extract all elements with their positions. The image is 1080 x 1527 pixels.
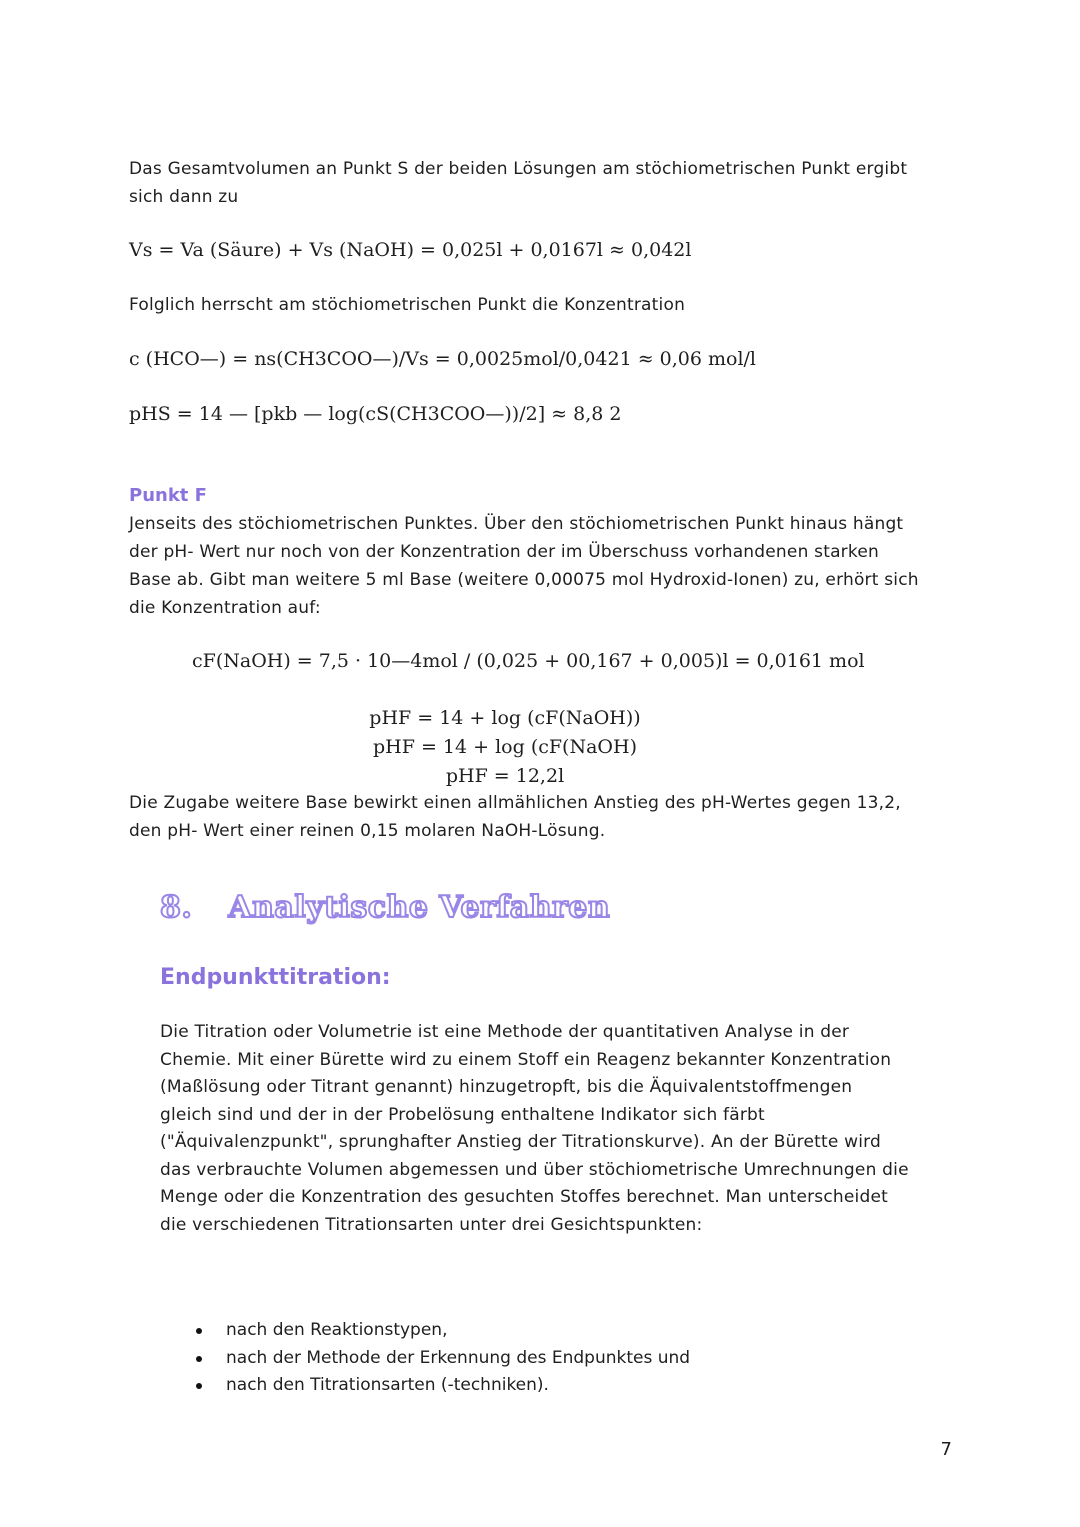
equation-phf-1: pHF = 14 + log (cF(NaOH)) [369,707,641,729]
punkt-f-closing-line-2: den pH- Wert einer reinen 0,15 molaren NaOH-Lösung. [129,821,606,841]
endpunkt-line-2: Chemie. Mit einer Bürette wird zu einem Stoff ein Reagenz bekannter Konzentration [160,1049,892,1070]
endpunkt-line-4: gleich sind und der in der Probelösung enthaltene Indikator sich färbt [160,1104,765,1125]
equation-phf-2: pHF = 14 + log (cF(NaOH) [373,736,637,758]
folglich-text: Folglich herrscht am stöchiometrischen Punkt die Konzentration [129,295,686,315]
endpunkt-line-6: das verbrauchte Volumen abgemessen und über stöchiometrische Umrechnungen die [160,1159,909,1180]
equation-vs: Vs = Va (Säure) + Vs (NaOH) = 0,025l + 0,0167l ≈ 0,042l [129,239,692,261]
punkt-f-line-3: Base ab. Gibt man weitere 5 ml Base (weitere 0,00075 mol Hydroxid-Ionen) zu, erhört sich [129,570,919,590]
equation-cf-naoh: cF(NaOH) = 7,5 · 10—4mol / (0,025 + 00,167 + 0,005)l = 0,0161 mol [192,650,865,672]
equation-phs: pHS = 14 — [pkb — log(cS(CH3COO—))/2] ≈ 8,8 2 [129,403,622,425]
endpunkt-line-7: Menge oder die Konzentration des gesuchten Stoffes berechnet. Man unterscheidet [160,1187,888,1207]
section-heading [160,890,610,925]
intro-line-1: Das Gesamtvolumen an Punkt S der beiden Lösungen am stöchiometrischen Punkt ergibt [129,159,908,179]
endpunkt-line-3: (Maßlösung oder Titrant genannt) hinzugetropft, bis die Äquivalentstoffmengen [160,1077,853,1097]
list-item: nach den Reaktionstypen, [196,1317,690,1345]
page-number: 7 [940,1439,952,1460]
endpunkt-heading: Endpunkttitration: [160,965,391,990]
list-item: nach den Titrationsarten (-techniken). [196,1372,690,1400]
intro-line-2: sich dann zu [129,187,239,207]
punkt-f-line-4: die Konzentration auf: [129,598,321,618]
endpunkt-line-1: Die Titration oder Volumetrie ist eine Methode der quantitativen Analyse in der [160,1022,850,1042]
intro-paragraph [129,155,949,211]
section-number: 8. [160,890,193,925]
list-item: nach der Methode der Erkennung des Endpunktes und [196,1345,690,1373]
punkt-f-closing-line-1: Die Zugabe weitere Base bewirkt einen allmählichen Anstieg des pH-Wertes gegen 13,2, [129,793,901,813]
equation-c-hco: c (HCO—) = ns(CH3COO—)/Vs = 0,0025mol/0,0421 ≈ 0,06 mol/l [129,348,757,370]
endpunkt-line-5: ("Äquivalenzpunkt", sprunghafter Anstieg der Titrationskurve). An der Bürette wird [160,1132,882,1152]
endpunkt-line-8: die verschiedenen Titrationsarten unter drei Gesichtspunkten: [160,1214,703,1235]
endpunkt-paragraph [160,1019,950,1239]
equation-phf-3: pHF = 12,2l [445,765,565,787]
punkt-f-line-1: Jenseits des stöchiometrischen Punktes. Über den stöchiometrischen Punkt hinaus hängt [129,514,904,534]
punkt-f-paragraph [129,510,949,622]
titration-criteria-list [196,1317,690,1400]
punkt-f-heading: Punkt F [129,485,207,506]
punkt-f-closing [129,789,949,845]
punkt-f-line-2: der pH- Wert nur noch von der Konzentration der im Überschuss vorhandenen starken [129,542,879,562]
section-title: Analytische Verfahren [228,890,611,925]
